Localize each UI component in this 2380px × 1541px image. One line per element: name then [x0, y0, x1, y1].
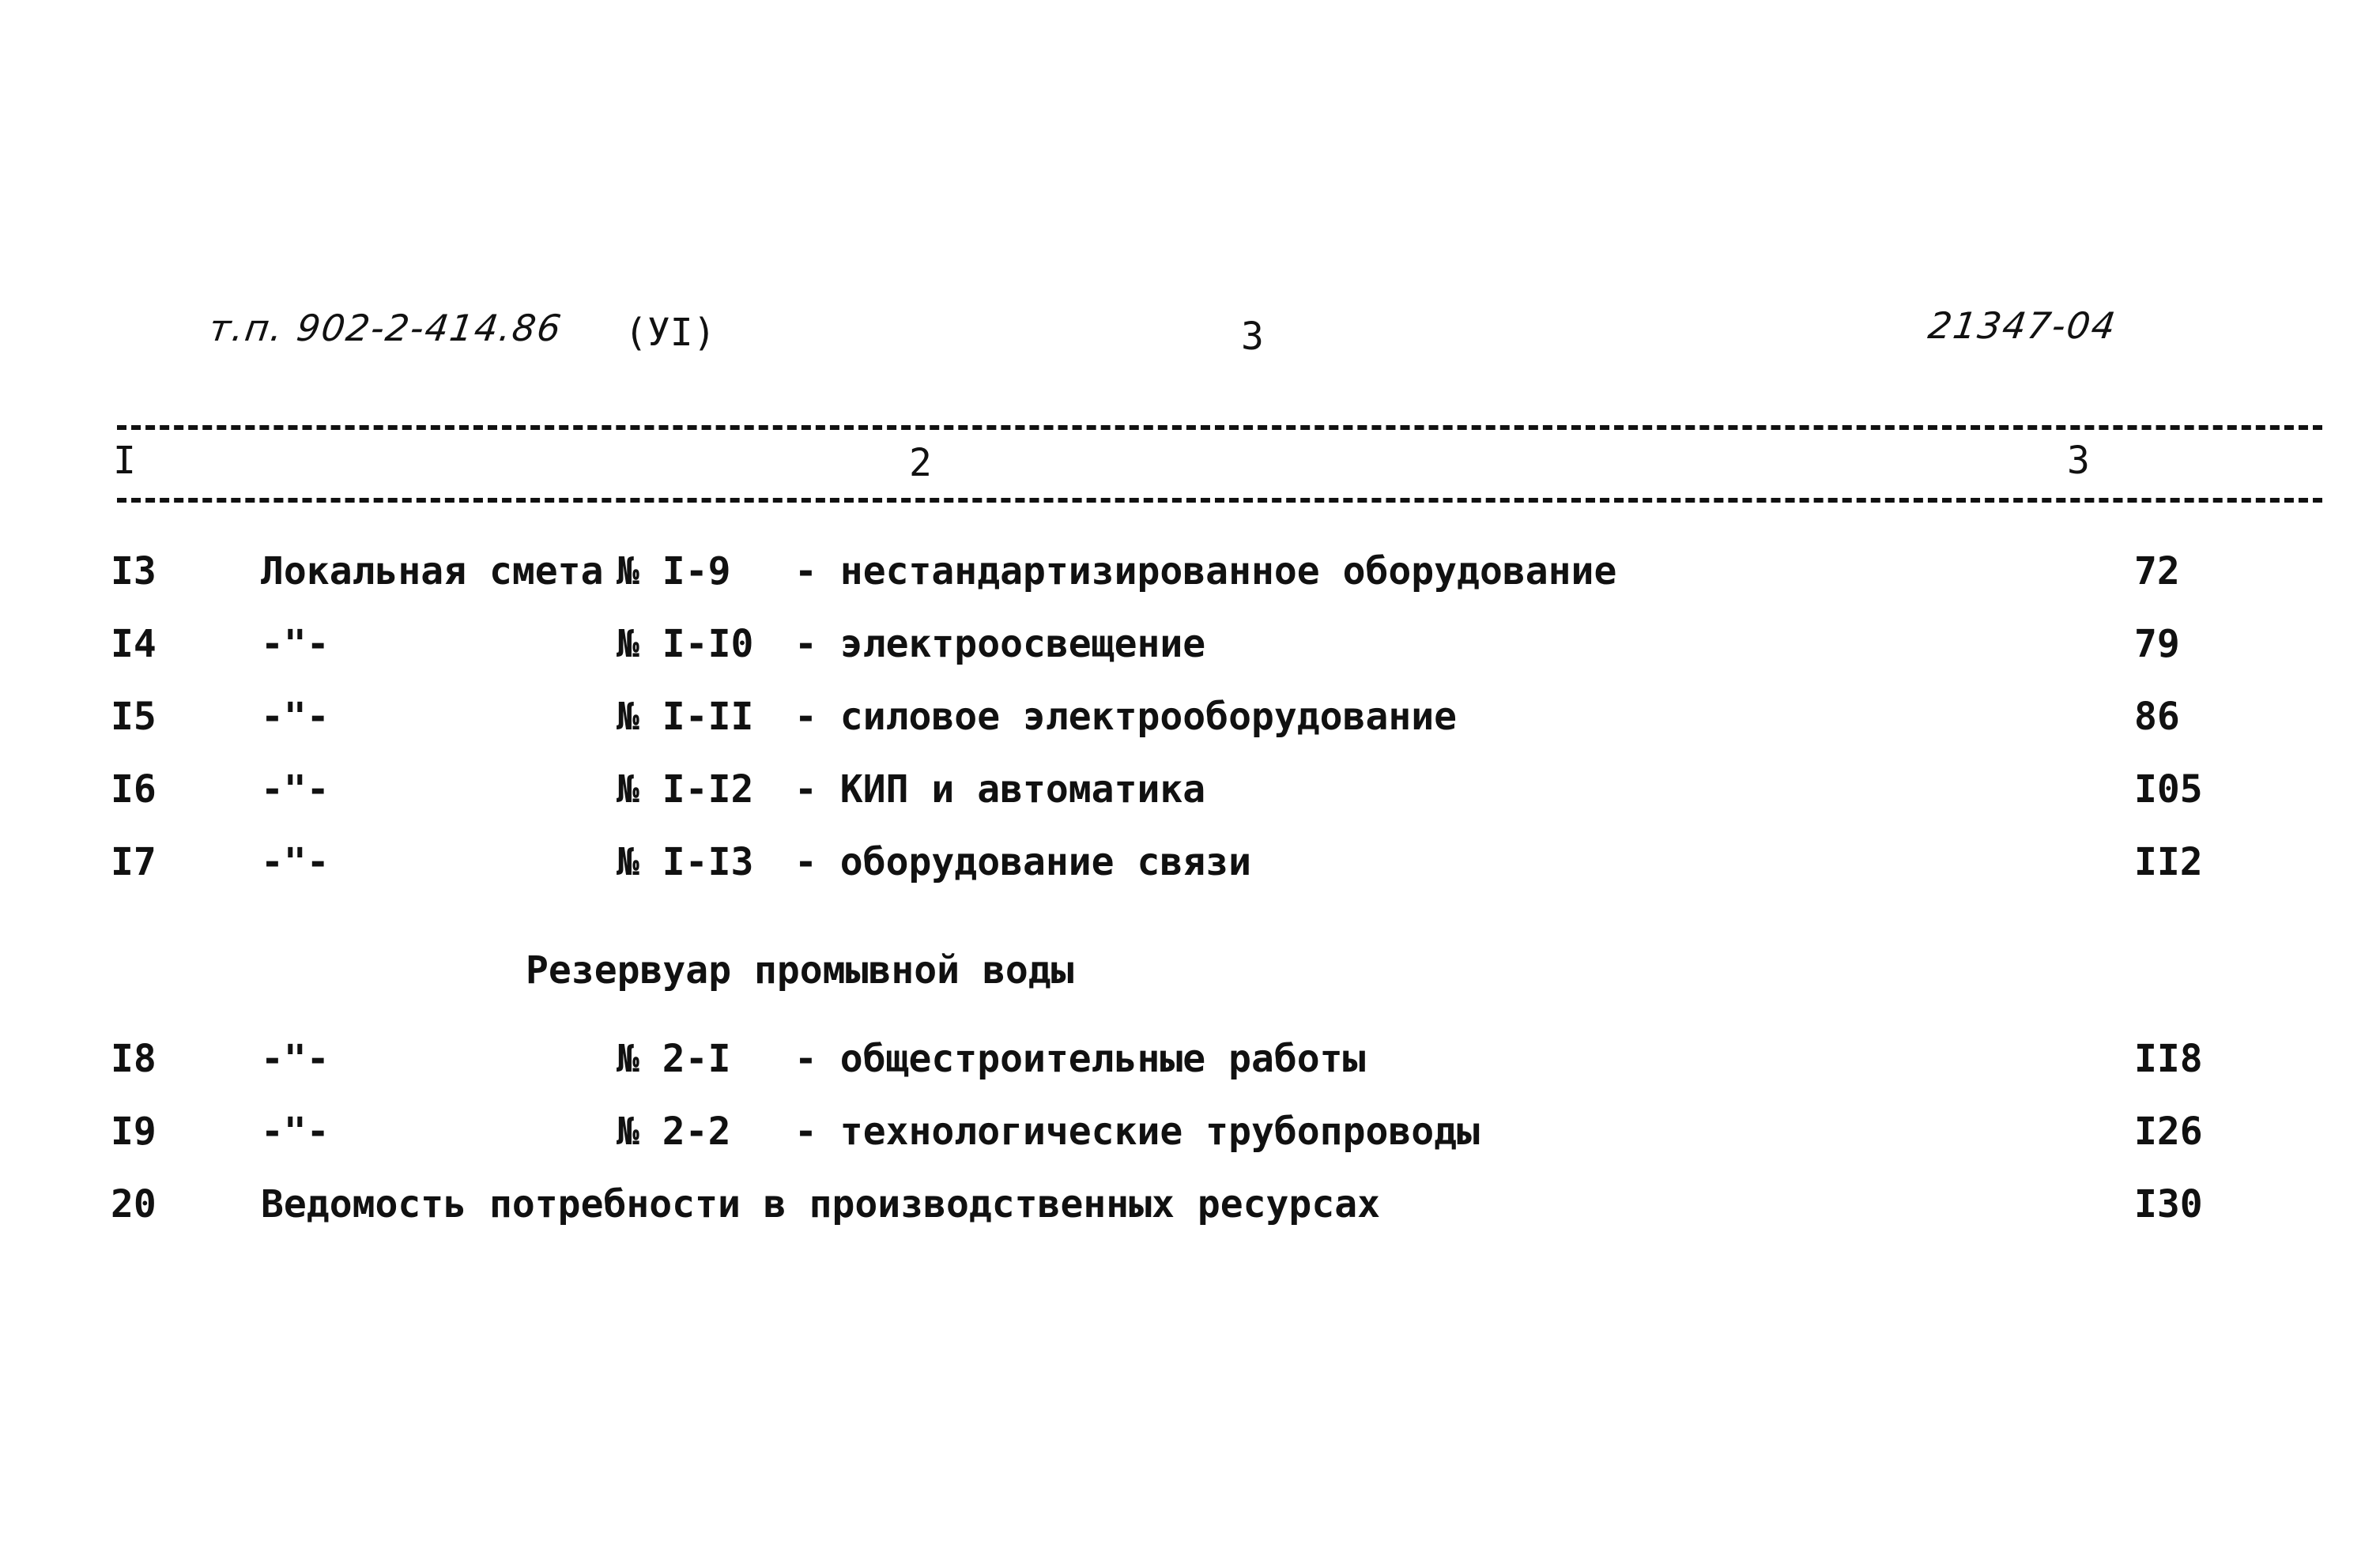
top-dashed-rule	[117, 425, 2322, 430]
row-page: I26	[2134, 1110, 2203, 1154]
row-reference: -"-	[261, 1110, 330, 1154]
row-description: - силовое электрооборудование	[794, 695, 1458, 739]
row-code: № I-9	[617, 549, 731, 593]
row-code: № I-I2	[617, 767, 754, 812]
row-reference: Локальная смета	[261, 549, 604, 593]
row-page: 79	[2134, 622, 2180, 666]
row-reference: -"-	[261, 767, 330, 812]
row-number: I6	[111, 767, 157, 812]
row-number: I5	[111, 695, 157, 739]
row-description: - технологические трубопроводы	[794, 1110, 1480, 1154]
row-number: I8	[111, 1037, 157, 1081]
row-reference: -"-	[261, 840, 330, 884]
column-header-2: 2	[909, 441, 932, 485]
row-code: № 2-2	[617, 1110, 731, 1154]
row-page: II2	[2134, 840, 2203, 884]
table-row	[0, 1037, 2380, 1084]
section-heading: Резервуар промывной воды	[526, 948, 1074, 993]
row-reference: -"-	[261, 1037, 330, 1081]
row-reference: -"-	[261, 622, 330, 666]
row-number: I4	[111, 622, 157, 666]
row-reference: -"-	[261, 695, 330, 739]
row-code: № I-I0	[617, 622, 754, 666]
row-page: II8	[2134, 1037, 2203, 1081]
row-page: 72	[2134, 549, 2180, 593]
row-description: Ведомость потребности в производственных ресурсах	[261, 1182, 1381, 1226]
table-row	[0, 622, 2380, 669]
column-header-1: I	[113, 439, 136, 483]
table-row	[0, 767, 2380, 815]
row-number: I9	[111, 1110, 157, 1154]
volume-label: (УI)	[624, 311, 716, 355]
row-page: I30	[2134, 1182, 2203, 1226]
bottom-dashed-rule	[117, 498, 2322, 503]
row-number: I3	[111, 549, 157, 593]
table-row	[0, 840, 2380, 887]
table-row	[0, 1110, 2380, 1157]
row-page: I05	[2134, 767, 2203, 812]
page-number: 3	[1241, 315, 1264, 359]
table-row	[0, 549, 2380, 597]
row-code: № 2-I	[617, 1037, 731, 1081]
row-page: 86	[2134, 695, 2180, 739]
column-header-3: 3	[2067, 439, 2090, 483]
row-number: I7	[111, 840, 157, 884]
table-row	[0, 695, 2380, 742]
row-number: 20	[111, 1182, 157, 1226]
row-description: - нестандартизированное оборудование	[794, 549, 1617, 593]
row-description: - электроосвещение	[794, 622, 1206, 666]
row-description: - оборудование связи	[794, 840, 1251, 884]
row-code: № I-I3	[617, 840, 754, 884]
row-code: № I-II	[617, 695, 754, 739]
row-description: - КИП и автоматика	[794, 767, 1206, 812]
sheet-code: 21347-04	[1925, 304, 2120, 347]
table-row	[0, 1182, 2380, 1230]
row-description: - общестроительные работы	[794, 1037, 1366, 1081]
project-code: т.п. 902-2-414.86	[206, 307, 565, 349]
